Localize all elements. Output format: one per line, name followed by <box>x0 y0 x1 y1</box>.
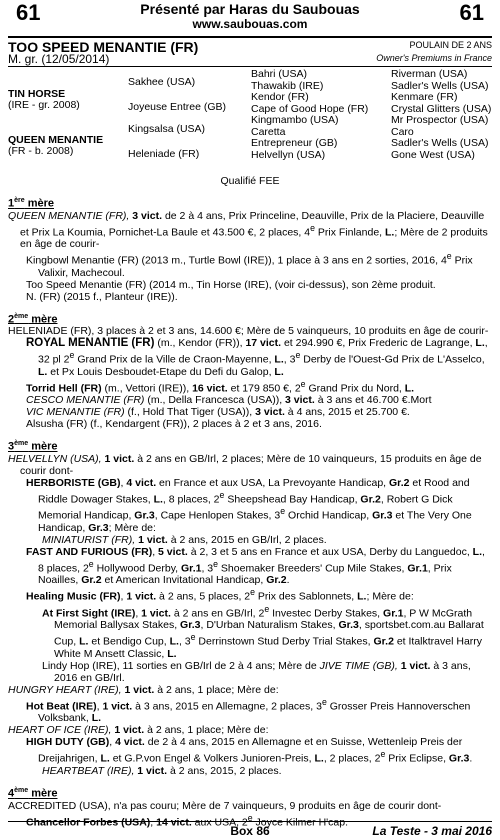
lot-number-right: 61 <box>459 0 484 25</box>
pedigree-gen4: Riverman (USA) <box>391 68 468 80</box>
progeny-entry: CESCO MENANTIE (FR) (m., Della Francesca (USA)), 3 vict. à 3 ans et 46.700 €.Mort <box>26 394 432 407</box>
progeny-entry: Torrid Hell (FR) (m., Vettori (IRE)), 16 vict. et 179 850 €, 2e Grand Prix du Nord, L. <box>26 378 415 395</box>
pedigree-gen3: Helvellyn (USA) <box>251 148 326 161</box>
horse-title-bar <box>8 36 492 67</box>
website-link[interactable]: www.saubouas.com <box>192 17 308 31</box>
presenter-name: Présenté par Haras du Saubouas <box>140 1 360 17</box>
progeny-entry: Lindy Hop (IRE), 11 sorties en GB/Irl de 2 à 4 ans; Mère de JIVE TIME (GB), 1 vict. à 3 ans, 2016 en GB/Irl. <box>42 659 471 684</box>
section-mere-2 <box>8 311 492 431</box>
pedigree-gen3: Caretta <box>251 125 286 138</box>
pedigree-gen2: Kingsalsa (USA) <box>128 123 206 135</box>
progeny-entry: FAST AND FURIOUS (FR), 5 vict. à 2, 3 et 5 ans en France et aux USA, Derby du Languedoc, L., 8 places, 2e Hollywood Derby, Gr.1, 3e Shoemaker Breeders' Cup Mile Stakes, Gr.1, Prix Noailles, Gr.2 et American Invitational Handicap, Gr.2. <box>26 545 485 587</box>
progeny-entry: VIC MENANTIE (FR) (f., Hold That Tiger (USA)), 3 vict. à 4 ans, 2015 et 25.700 €. <box>26 406 410 419</box>
lot-number-left: 61 <box>16 0 41 25</box>
progeny-entry: Healing Music (FR), 1 vict. à 2 ans, 5 places, 2e Prix des Sablonnets, L.; Mère de: <box>26 587 414 603</box>
section-title: 3ème mère <box>8 440 58 453</box>
pedigree-gen3: Bahri (USA) <box>251 68 308 80</box>
progeny-entry: Alsusha (FR) (f., Kendargent (FR)), 2 places à 2 et 3 ans, 2016. <box>26 418 322 431</box>
sale-info: La Teste - 3 mai 2016 <box>372 824 492 838</box>
page-header <box>8 0 492 36</box>
progeny-entry: HELENIADE (FR), 3 places à 2 et 3 ans, 14.600 €; Mère de 5 vainqueurs, 10 produits en âge de courir- <box>8 325 489 338</box>
pedigree-dam: QUEEN MENANTIE <box>8 134 104 146</box>
box-number: Box 86 <box>230 824 270 838</box>
pedigree-gen4: Sadler's Wells (USA) <box>391 79 489 92</box>
progeny-entry: ACCREDITED (USA), n'a pas couru; Mère de 7 vainqueurs, 9 produits en âge de courir dont- <box>8 799 442 812</box>
dam-line-sections <box>8 195 492 828</box>
owner-premium: Owner's Premiums in France <box>376 53 492 63</box>
pedigree-gen2: Joyeuse Entree (GB) <box>128 101 227 113</box>
progeny-entry: At First Sight (IRE), 1 vict. à 2 ans en GB/Irl, 2e Investec Derby Stakes, Gr.1, P W McGrath Memorial Ballysax Stakes, Gr.3, D'Urban Naturalism Stakes, Gr.3, sportsbet.com.au Ballarat Cup, L. et Bendigo Cup, L., 3e Derrinstown Stud Derby Trial Stakes, Gr.2 et Italktravel Harry White M Ansett Classic, L. <box>42 603 484 660</box>
pedigree-gen2: Heleniade (FR) <box>128 148 200 160</box>
pedigree-gen4: Crystal Glitters (USA) <box>391 102 492 115</box>
pedigree-gen4: Sadler's Wells (USA) <box>391 137 489 149</box>
pedigree-gen4: Caro <box>391 125 414 138</box>
pedigree-gen3: Kendor (FR) <box>251 91 309 103</box>
pedigree-table <box>8 69 492 171</box>
pedigree-gen4: Mr Prospector (USA) <box>391 114 489 126</box>
pedigree-gen4: Kenmare (FR) <box>391 91 458 103</box>
horse-name: TOO SPEED MENANTIE (FR) <box>8 39 199 55</box>
progeny-entry: MINIATURIST (FR), 1 vict. à 2 ans, 2015 en GB/Irl, 2 places. <box>42 533 327 546</box>
progeny-entry: Kingbowl Menantie (FR) (2013 m., Turtle Bowl (IRE)), 1 place à 3 ans en 2 sorties, 2016, 4e Prix Valixir, Machecoul. <box>26 251 473 279</box>
section-title: 1ère mère <box>8 197 54 210</box>
progeny-entry: HELVELLYN (USA), 1 vict. à 2 ans en GB/Irl, 2 places; Mère de 10 vainqueurs, 15 produits en âge de courir dont- <box>8 452 482 477</box>
qualification-note: Qualifié FEE <box>220 175 280 187</box>
progeny-entry: HIGH DUTY (GB), 4 vict. de 2 à 4 ans, 2015 en Allemagne et en Suisse, Wettenleip Preis der Dreijahrigen, L. et G.P.von Engel & Volkers Junioren-Preis, L., 2 places, 2e Prix Eclipse, Gr.3. <box>26 736 473 765</box>
progeny-entry: Too Speed Menantie (FR) (2014 m., Tin Horse (IRE), (voir ci-dessus), son 2ème produit. <box>26 278 436 291</box>
progeny-entry: Hot Beat (IRE), 1 vict. à 3 ans, 2015 en Allemagne, 2 places, 3e Grosser Preis Hannoverschen Volksbank, L. <box>26 696 471 725</box>
pedigree-gen3: Thawakib (IRE) <box>251 79 324 92</box>
pedigree-gen3: Kingmambo (USA) <box>251 114 339 126</box>
section-title: 4ème mère <box>8 786 58 800</box>
section-title: 2ème mère <box>8 312 58 326</box>
progeny-entry: HUNGRY HEART (IRE), 1 vict. à 2 ans, 1 place; Mère de: <box>8 683 279 696</box>
progeny-entry: QUEEN MENANTIE (FR), 3 vict. de 2 à 4 ans, Prix Princeline, Deauville, Prix de la Placiere, Deauville et Prix La Koumia, Pornichet-La Baule et 43.500 €, 2 places, 4e Prix Finlande, L.; Mère de 2 produits en âge de courir- <box>8 209 488 251</box>
progeny-entry: HEART OF ICE (IRE), 1 vict. à 2 ans, 1 place; Mère de: <box>8 724 269 737</box>
progeny-entry: ROYAL MENANTIE (FR) (m., Kendor (FR)), 17 vict. et 294.990 €, Prix Frederic de Lagrange, L., 32 pl 2e Grand Prix de la Ville de Craon-Mayenne, L., 3e Derby de l'Ouest-Gd Prix de L'Asselco, L. et Px Louis Desboudet-Etape du Defi du Galop, L. <box>26 337 488 378</box>
progeny-entry: HERBORISTE (GB), 4 vict. en France et aux USA, La Prevoyante Handicap, Gr.2 et Rood and Riddle Dowager Stakes, L., 8 places, 2e Sheepshead Bay Handicap, Gr.2, Robert G Dick Memorial Handicap, Gr.3, Cape Henlopen Stakes, 3e Orchid Handicap, Gr.3 et The Very One Handicap, Gr.3; Mère de: <box>26 476 472 534</box>
pedigree-sire-info: (IRE - gr. 2008) <box>8 99 80 111</box>
pedigree-gen3: Entrepreneur (GB) <box>251 137 338 149</box>
horse-color-dob: M. gr. (12/05/2014) <box>8 52 110 66</box>
pedigree-sire: TIN HORSE <box>8 88 66 100</box>
section-mere-1 <box>8 195 492 303</box>
pedigree-dam-info: (FR - b. 2008) <box>8 145 74 157</box>
horse-sex-age: POULAIN DE 2 ANS <box>409 40 492 50</box>
page-footer <box>8 821 492 838</box>
section-mere-3 <box>8 438 492 777</box>
progeny-entry: Chancellor Forbes (USA), 14 vict. aux USA, 2e Joyce Kilmer H'cap. <box>26 812 349 829</box>
pedigree-gen4: Gone West (USA) <box>391 148 475 161</box>
progeny-entry: HEARTBEAT (IRE), 1 vict. à 2 ans, 2015, 2 places. <box>42 764 282 777</box>
progeny-entry: N. (FR) (2015 f., Planteur (IRE)). <box>26 290 178 303</box>
pedigree-gen2: Sakhee (USA) <box>128 76 196 88</box>
pedigree-gen3: Cape of Good Hope (FR) <box>251 102 369 115</box>
